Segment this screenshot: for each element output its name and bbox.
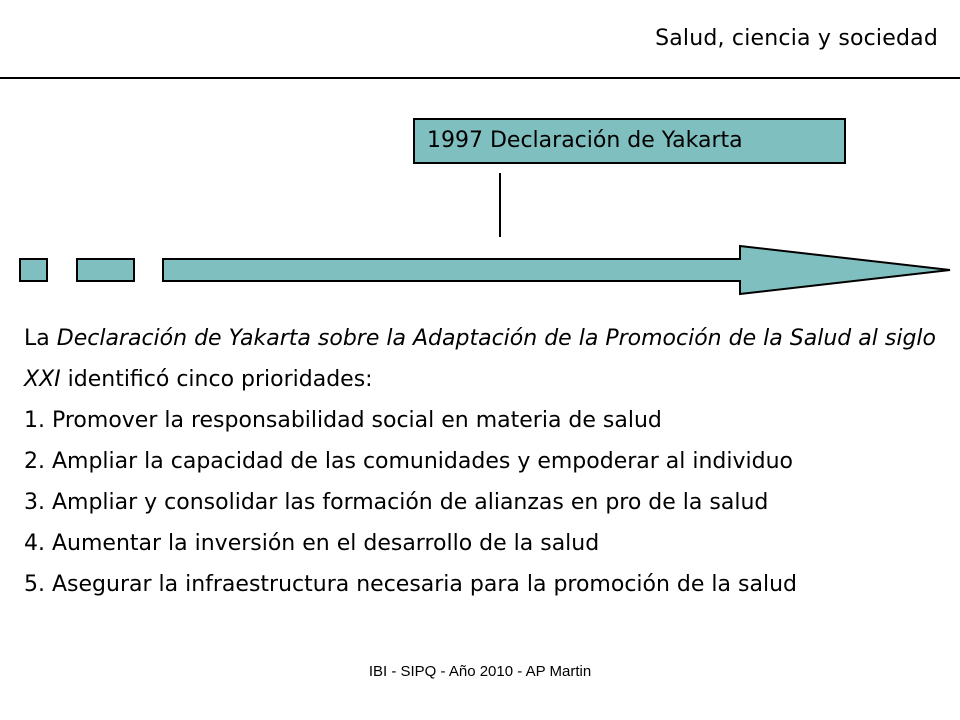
intro-suffix: identificó cinco prioridades: xyxy=(60,367,373,392)
priority-item-2: 2. Ampliar la capacidad de las comunidades y empoderar al individuo xyxy=(24,449,794,474)
declaration-title: Declaración de Yakarta sobre la Adaptación de la Promoción de la Salud al siglo XXI xyxy=(24,326,936,392)
timeline-event-marker xyxy=(499,173,501,237)
priority-item-5: 5. Asegurar la infraestructura necesaria para la promoción de la salud xyxy=(24,572,797,597)
timeline-graphic xyxy=(0,240,960,300)
header-divider xyxy=(0,77,960,79)
timeline-event-box xyxy=(413,118,846,164)
timeline-dash-segment-1 xyxy=(20,259,47,281)
footer-text: IBI - SIPQ - Año 2010 - AP Martin xyxy=(368,663,592,680)
timeline-dash-segment-2 xyxy=(77,259,134,281)
priority-item-4: 4. Aumentar la inversión en el desarrollo de la salud xyxy=(24,531,600,556)
slide-title: Salud, ciencia y sociedad xyxy=(655,26,938,51)
timeline-arrow xyxy=(163,246,950,294)
priority-item-3: 3. Ampliar y consolidar las formación de alianzas en pro de la salud xyxy=(24,490,769,515)
intro-paragraph xyxy=(24,318,936,400)
intro-prefix: La xyxy=(24,326,57,351)
priority-item-1: 1. Promover la responsabilidad social en materia de salud xyxy=(24,408,662,433)
body-text xyxy=(24,318,936,605)
timeline-event-label: 1997 Declaración de Yakarta xyxy=(427,128,743,153)
